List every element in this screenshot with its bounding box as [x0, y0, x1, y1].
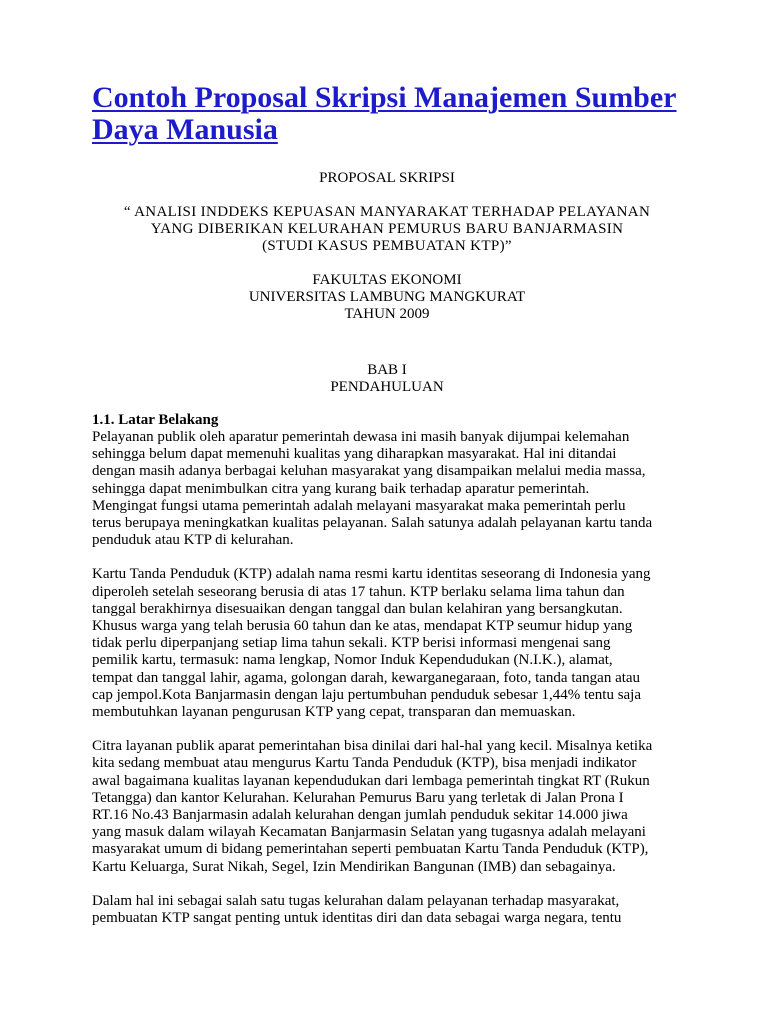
paragraph-1: Pelayanan publik oleh aparatur pemerintah dewasa ini masih banyak dijumpai kelemahan sehingga belum dapat memenuhi kualitas yang diharapkan masyarakat. Hal ini ditandai dengan masih adanya berbagai keluhan masyarakat yang disampaikan melalui media massa, sehingga dapat menimbulkan citra yang kurang baik terhadap aparatur pemerintah. Mengingat fungsi utama pemerintah adalah melayani masyarakat maka pemerintah perlu terus berupaya meningkatkan kualitas pelayanan. Salah satunya adalah pelayanan kartu tanda penduduk atau KTP di kelurahan. — [92, 429, 653, 549]
document-title-link[interactable]: Contoh Proposal Skripsi Manajemen Sumber Daya Manusia — [92, 81, 677, 146]
paragraph-2: Kartu Tanda Penduduk (KTP) adalah nama resmi kartu identitas seseorang di Indonesia yang diperoleh setelah seseorang berusia di atas 17 tahun. KTP berlaku selama lima tahun dan tanggal berakhirnya disesuaikan dengan tanggal dan bulan kelahiran yang bersangkutan. Khusus warga yang telah berusia 60 tahun dan ke atas, mendapat KTP seumur hidup yang tidak perlu diperpanjang setiap lima tahun sekali. KTP berisi informasi mengenai sang pemilik kartu, termasuk: nama lengkap, Nomor Induk Kependudukan (N.I.K.), alamat, tempat dan tanggal lahir, agama, golongan darah, kewarganegaraan, foto, tanda tangan atau cap jempol.Kota Banjarmasin dengan laju pertumbuhan penduduk sebesar 1,44% tentu saja membutuhkan layanan pengurusan KTP yang cepat, transparan dan memuaskan. — [92, 566, 651, 721]
chapter-number: BAB I — [367, 362, 407, 378]
paragraph-3: Citra layanan publik aparat pemerintahan bisa dinilai dari hal-hal yang kecil. Misalnya ketika kita sedang membuat atau mengurus Kartu Tanda Penduduk (KTP), bisa menjadi indikator awal bagaimana kualitas layanan kependudukan dari lembaga pemerintah tingkat RT (Rukun Tetangga) dan kantor Kelurahan. Kelurahan Pemurus Baru yang terletak di Jalan Prona I RT.16 No.43 Banjarmasin adalah kelurahan dengan jumlah penduduk sekitar 14.000 jiwa yang masuk dalam wilayah Kecamatan Banjarmasin Selatan yang tugasnya adalah melayani masyarakat umum di bidang pemerintahan seperti pembuatan Kartu Tanda Penduduk (KTP), Kartu Keluarga, Surat Nikah, Segel, Izin Mendirikan Bangunan (IMB) dan sebagainya. — [92, 738, 653, 875]
thesis-title-line-2: YANG DIBERIKAN KELURAHAN PEMURUS BARU BANJARMASIN — [150, 221, 624, 237]
thesis-title-line-3: (STUDI KASUS PEMBUATAN KTP)” — [262, 238, 512, 254]
spacer — [92, 255, 682, 272]
section-heading: 1.1. Latar Belakang — [92, 412, 219, 428]
faculty-name: FAKULTAS EKONOMI — [312, 272, 462, 288]
chapter-heading — [92, 362, 682, 396]
spacer — [92, 876, 682, 893]
spacer — [92, 323, 682, 362]
spacer — [92, 187, 682, 204]
thesis-title — [92, 204, 682, 255]
proposal-label: PROPOSAL SKRIPSI — [319, 170, 455, 186]
document-page — [92, 82, 682, 927]
spacer — [92, 721, 682, 738]
year: TAHUN 2009 — [344, 306, 430, 322]
university-name: UNIVERSITAS LAMBUNG MANGKURAT — [248, 289, 526, 305]
spacer — [92, 549, 682, 566]
paragraph-4: Dalam hal ini sebagai salah satu tugas kelurahan dalam pelayanan terhadap masyarakat, pembuatan KTP sangat penting untuk identitas diri dan data sebagai warga negara, tentu — [92, 892, 622, 927]
thesis-title-line-1: “ ANALISI INDDEKS KEPUASAN MANYARAKAT TERHADAP PELAYANAN — [123, 204, 651, 220]
chapter-name: PENDAHULUAN — [330, 379, 444, 395]
institution-block — [92, 272, 682, 323]
